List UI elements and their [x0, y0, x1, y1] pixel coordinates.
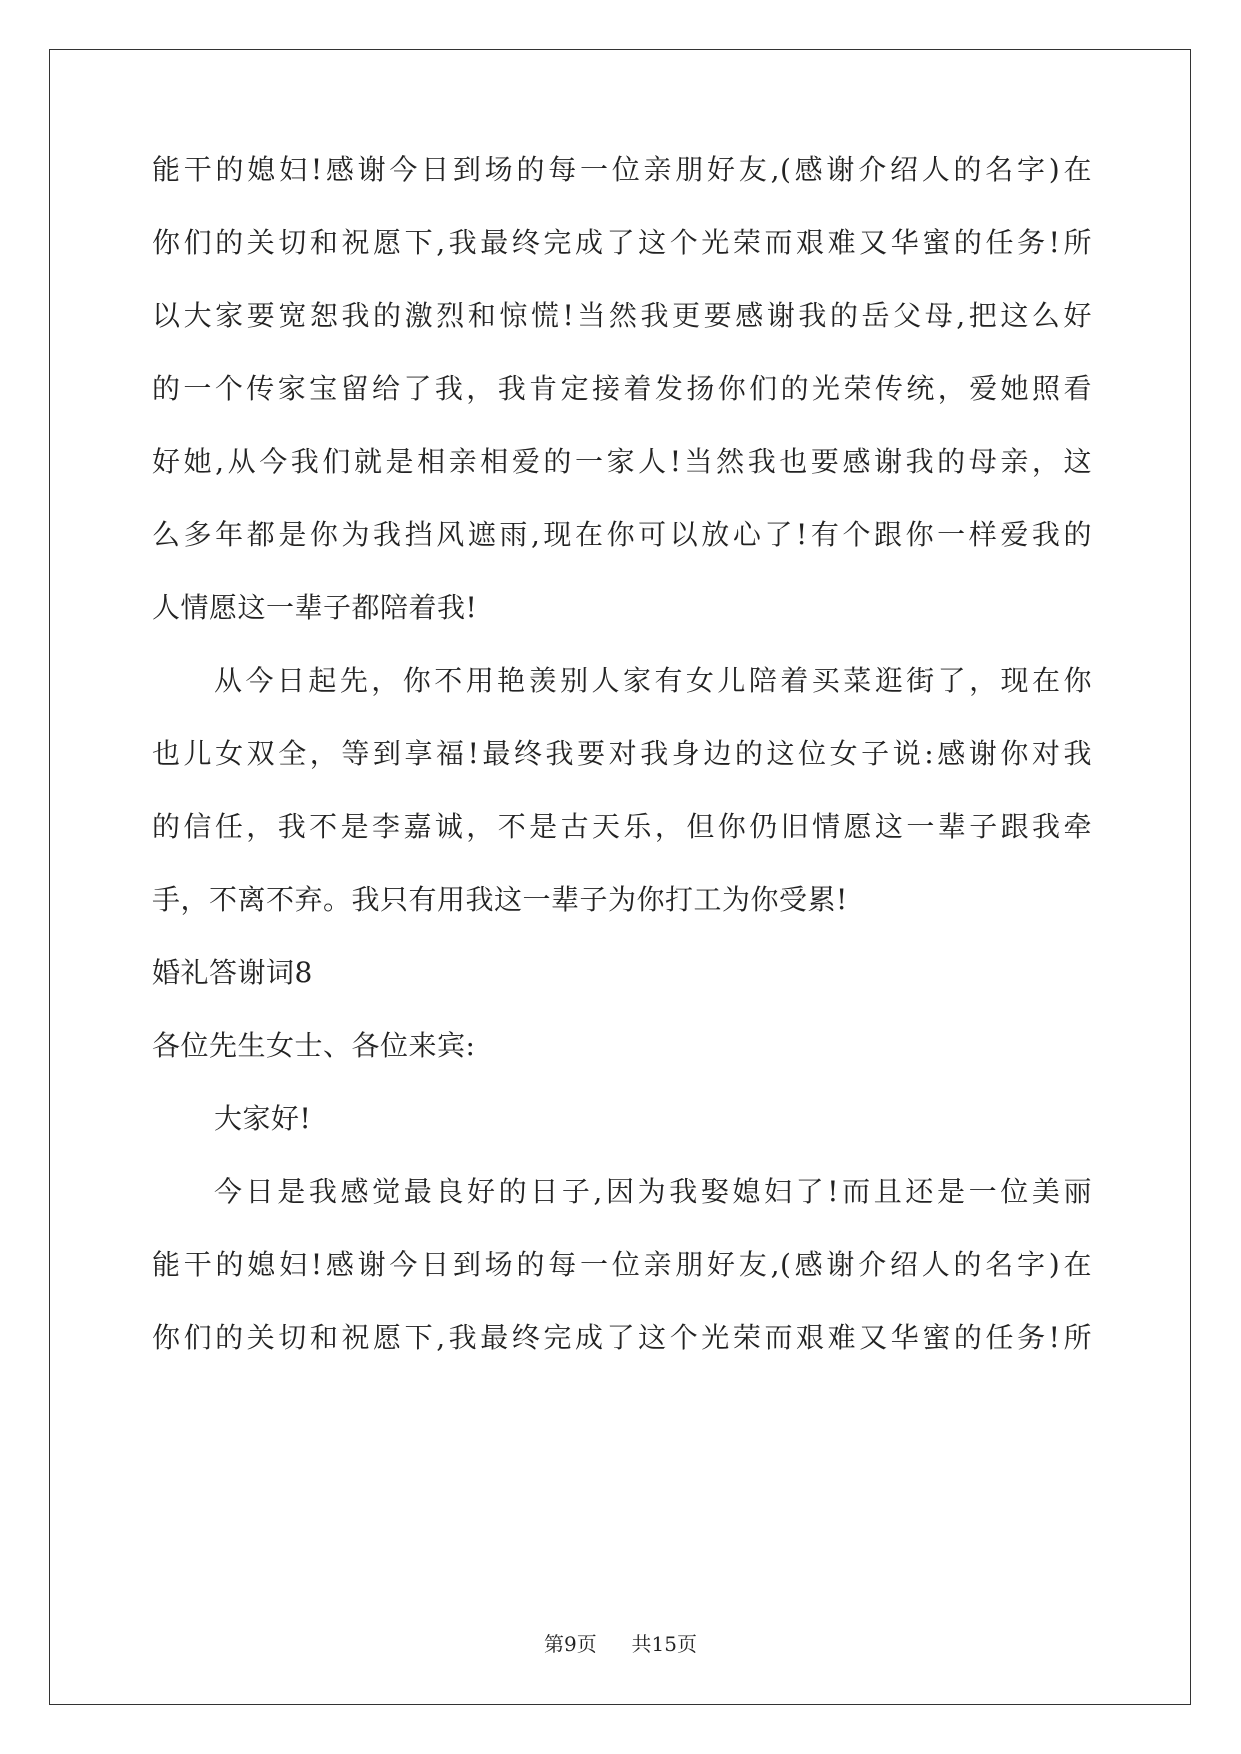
greeting: 大家好!: [214, 1102, 312, 1135]
text-line: 好她,从今我们就是相亲相爱的一家人!当然我也要感谢我的母亲，这: [152, 445, 1092, 478]
text-line: 你们的关切和祝愿下,我最终完成了这个光荣而艰难又华蜜的任务!所: [152, 226, 1092, 259]
paragraph-start-line: 今日是我感觉最良好的日子,因为我娶媳妇了!而且还是一位美丽: [214, 1175, 1092, 1208]
page-total: 共15页: [631, 1632, 697, 1656]
text-line: 你们的关切和祝愿下,我最终完成了这个光荣而艰难又华蜜的任务!所: [152, 1321, 1092, 1354]
text-line: 的一个传家宝留给了我，我肯定接着发扬你们的光荣传统，爱她照看: [152, 372, 1092, 405]
text-line: 手，不离不弃。我只有用我这一辈子为你打工为你受累!: [152, 883, 848, 916]
paragraph-start-line: 从今日起先，你不用艳羡别人家有女儿陪着买菜逛街了，现在你: [214, 664, 1092, 697]
page-number: 第9页: [544, 1632, 597, 1656]
text-line: 么多年都是你为我挡风遮雨,现在你可以放心了!有个跟你一样爱我的: [152, 518, 1092, 551]
page-footer: [0, 1632, 1241, 1656]
salutation: 各位先生女士、各位来宾:: [152, 1029, 476, 1062]
text-line: 人情愿这一辈子都陪着我!: [152, 591, 478, 624]
section-heading: 婚礼答谢词8: [152, 956, 313, 989]
text-line: 能干的媳妇!感谢今日到场的每一位亲朋好友,(感谢介绍人的名字)在: [152, 153, 1092, 186]
text-line: 也儿女双全，等到享福!最终我要对我身边的这位女子说:感谢你对我: [152, 737, 1092, 770]
text-line: 的信任，我不是李嘉诚，不是古天乐，但你仍旧情愿这一辈子跟我牵: [152, 810, 1092, 843]
text-line: 能干的媳妇!感谢今日到场的每一位亲朋好友,(感谢介绍人的名字)在: [152, 1248, 1092, 1281]
text-line: 以大家要宽恕我的激烈和惊慌!当然我更要感谢我的岳父母,把这么好: [152, 299, 1092, 332]
